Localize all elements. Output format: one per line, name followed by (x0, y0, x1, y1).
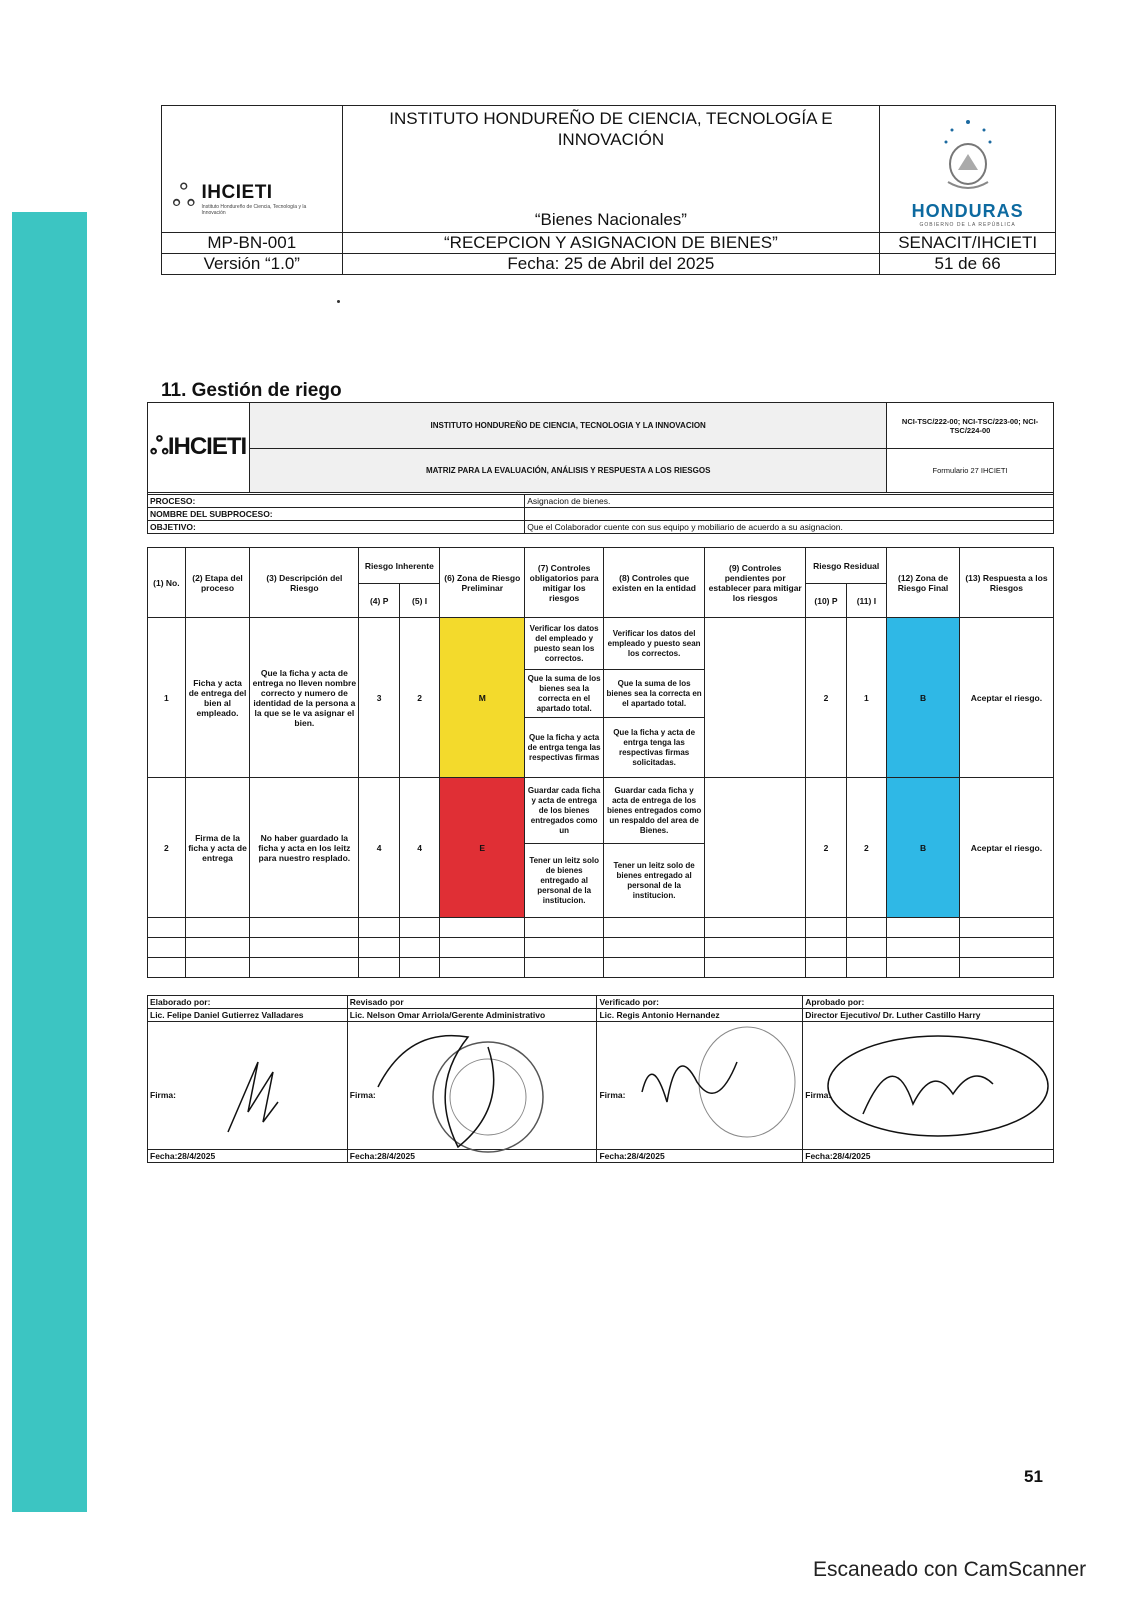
table-row (148, 778, 1054, 844)
empty-row (148, 918, 1054, 938)
col-inherente: Riesgo Inherente (359, 548, 440, 584)
col-controles-obligatorios: (7) Controles obligatorios para mitigar los riesgos (525, 548, 604, 618)
risk-matrix (147, 402, 1054, 978)
proceso-label: PROCESO: (148, 495, 525, 508)
entity-name: SENACIT/IHCIETI (880, 233, 1056, 254)
row2-zona: E (440, 778, 525, 918)
col-etapa: (2) Etapa del proceso (185, 548, 249, 618)
sig4-role: Aprobado por: (803, 996, 1054, 1009)
col-controles-existentes: (8) Controles que existen en la entidad (604, 548, 705, 618)
document-code: MP-BN-001 (162, 233, 343, 254)
row1-i: 2 (399, 618, 439, 778)
objetivo-value: Que el Colaborador cuente con sus equipo y mobiliario de acuerdo a su asignacion. (525, 521, 1054, 534)
matrix-title: MATRIZ PARA LA EVALUACIÓN, ANÁLISIS Y RESPUESTA A LOS RIESGOS (250, 449, 887, 493)
empty-row (148, 958, 1054, 978)
page-number: 51 (1024, 1467, 1043, 1486)
col-controles-pendientes: (9) Controles pendientes por establecer para mitigar los riesgos (705, 548, 806, 618)
ihcieti-logo-name: IHCIETI (201, 182, 273, 203)
sig3-name: Lic. Regis Antonio Hernandez (597, 1009, 803, 1022)
subproceso-label: NOMBRE DEL SUBPROCESO: (148, 508, 525, 521)
row2-zona-final: B (887, 778, 960, 918)
sig3-firma-cell (597, 1022, 803, 1150)
row1-p-res: 2 (806, 618, 846, 778)
signature-block (147, 995, 1054, 1163)
col-p10: (10) P (806, 584, 846, 618)
col-i11: (11) I (846, 584, 886, 618)
matrix-institute: INSTITUTO HONDUREÑO DE CIENCIA, TECNOLOGIA Y LA INNOVACION (250, 403, 887, 449)
row1-c7-2: Que la suma de los bienes sea la correcta en el apartado total. (525, 670, 604, 718)
col-descripcion: (3) Descripción del Riesgo (250, 548, 359, 618)
header-subtitle: “Bienes Nacionales” (534, 210, 687, 229)
row1-zona-final: B (887, 618, 960, 778)
honduras-coat-of-arms-icon (938, 116, 998, 196)
row1-c7-1: Verificar los datos del empleado y puesto sean los correctos. (525, 618, 604, 670)
header-title-cell (342, 106, 880, 233)
row2-c8-2: Tener un leitz solo de bienes entregado al personal de la institucion. (604, 844, 705, 918)
subproceso-value (525, 508, 1054, 521)
col-respuesta: (13) Respuesta a los Riesgos (959, 548, 1053, 618)
signature-4-icon (813, 1024, 1053, 1149)
sig3-firma-label: Firma: (599, 1090, 626, 1100)
col-zona-preliminar: (6) Zona de Riesgo Preliminar (440, 548, 525, 618)
matrix-emblem-icon: ஃ (150, 432, 168, 460)
col-zona-final: (12) Zona de Riesgo Final (887, 548, 960, 618)
row1-c8-1: Verificar los datos del empleado y puesto sean los correctos. (604, 618, 705, 670)
matrix-form: Formulario 27 IHCIETI (887, 449, 1054, 493)
ihcieti-logo-cell (162, 106, 343, 233)
document-header (161, 105, 1056, 275)
row2-p: 4 (359, 778, 399, 918)
sig2-firma-cell (347, 1022, 597, 1150)
sig1-name: Lic. Felipe Daniel Gutierrez Valladares (148, 1009, 348, 1022)
document-date: Fecha: 25 de Abril del 2025 (342, 254, 880, 275)
sig3-role: Verificado por: (597, 996, 803, 1009)
row1-c9 (705, 618, 806, 778)
empty-row (148, 938, 1054, 958)
sig2-name: Lic. Nelson Omar Arriola/Gerente Administrativo (347, 1009, 597, 1022)
sig2-firma-label: Firma: (349, 1090, 376, 1100)
honduras-logo-cell (880, 106, 1056, 233)
procedure-name: “RECEPCION Y ASIGNACION DE BIENES” (342, 233, 880, 254)
sig1-firma-cell (148, 1022, 348, 1150)
row2-c8-1: Guardar cada ficha y acta de entrega de los bienes entregados como un respaldo del area de Bienes. (604, 778, 705, 844)
row2-c7-2: Tener un leitz solo de bienes entregado al personal de la institucion. (525, 844, 604, 918)
ihcieti-logo-sub: Instituto Hondureño de Ciencia, Tecnología y la Innovación (201, 204, 307, 216)
sig2-fecha: Fecha:28/4/2025 (347, 1150, 597, 1163)
matrix-norms: NCI-TSC/222-00; NCI-TSC/223-00; NCI-TSC/224-00 (887, 403, 1054, 449)
institute-name: INSTITUTO HONDUREÑO DE CIENCIA, TECNOLOGÍA E INNOVACIÓN (389, 109, 833, 149)
row1-c8-2: Que la suma de los bienes sea la correcta en el apartado total. (604, 670, 705, 718)
sig2-role: Revisado por (347, 996, 597, 1009)
row1-i-res: 1 (846, 618, 886, 778)
sig1-fecha: Fecha:28/4/2025 (148, 1150, 348, 1163)
row2-c9 (705, 778, 806, 918)
row2-i-res: 2 (846, 778, 886, 918)
col-no: (1) No. (148, 548, 186, 618)
row1-c8-3: Que la ficha y acta de entrga tenga las respectivas firmas solicitadas. (604, 718, 705, 778)
row2-descripcion: No haber guardado la ficha y acta en los leitz para nuestro resplado. (250, 778, 359, 918)
row1-c7-3: Que la ficha y acta de entrga tenga las respectivas firmas (525, 718, 604, 778)
sig4-fecha: Fecha:28/4/2025 (803, 1150, 1054, 1163)
document-version: Versión “1.0” (162, 254, 343, 275)
row2-respuesta: Aceptar el riesgo. (959, 778, 1053, 918)
sig3-fecha: Fecha:28/4/2025 (597, 1150, 803, 1163)
signature-1-icon (218, 1052, 288, 1142)
sig4-name: Director Ejecutivo/ Dr. Luther Castillo Harry (803, 1009, 1054, 1022)
table-row (148, 618, 1054, 670)
row1-etapa: Ficha y acta de entrega del bien al empleado. (185, 618, 249, 778)
section-title: 11. Gestión de riego (161, 380, 342, 401)
matrix-logo (150, 433, 247, 463)
proceso-value: Asignacion de bienes. (525, 495, 1054, 508)
row2-p-res: 2 (806, 778, 846, 918)
ihcieti-emblem-icon: ஃ (172, 180, 196, 213)
row1-p: 3 (359, 618, 399, 778)
row2-no: 2 (148, 778, 186, 918)
signature-3-seal-icon (637, 1022, 797, 1152)
objetivo-label: OBJETIVO: (148, 521, 525, 534)
row1-zona: M (440, 618, 525, 778)
row1-no: 1 (148, 618, 186, 778)
row1-respuesta: Aceptar el riesgo. (959, 618, 1053, 778)
matrix-logo-cell (148, 403, 250, 493)
scan-edge-strip (12, 212, 87, 1512)
row2-c7-1: Guardar cada ficha y acta de entrega de los bienes entregados como un (525, 778, 604, 844)
sig1-role: Elaborado por: (148, 996, 348, 1009)
sig4-firma-cell (803, 1022, 1054, 1150)
honduras-logo-text: HONDURAS (911, 201, 1024, 221)
page-of-total: 51 de 66 (880, 254, 1056, 275)
scanner-watermark: Escaneado con CamScanner (813, 1558, 1087, 1581)
col-p4: (4) P (359, 584, 399, 618)
sig4-firma-label: Firma: (805, 1090, 832, 1100)
col-residual: Riesgo Residual (806, 548, 887, 584)
honduras-logo-sub: GOBIERNO DE LA REPÚBLICA (919, 222, 1016, 228)
col-i5: (5) I (399, 584, 439, 618)
signature-2-seal-icon (368, 1027, 598, 1162)
sig1-firma-label: Firma: (150, 1090, 176, 1100)
row2-etapa: Firma de la ficha y acta de entrega (185, 778, 249, 918)
row2-i: 4 (399, 778, 439, 918)
speck (337, 300, 340, 303)
row1-descripcion: Que la ficha y acta de entrega no lleven nombre correcto y numero de identidad de la persona a la que se le va asignar el bien. (250, 618, 359, 778)
matrix-logo-name: IHCIETI (167, 432, 247, 460)
